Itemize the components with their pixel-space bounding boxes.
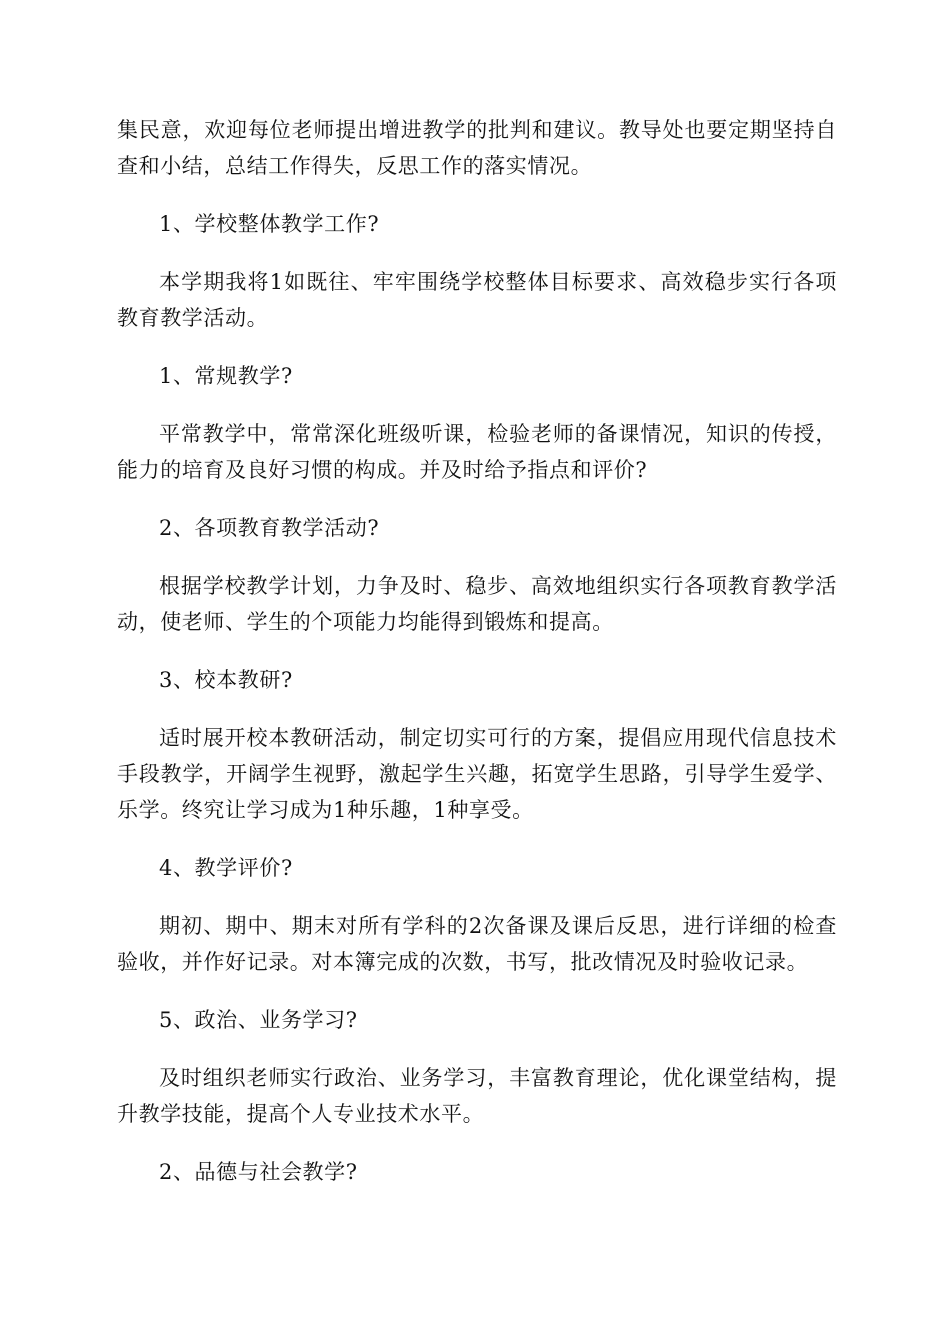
section-heading: 2、品德与社会教学? (159, 1160, 358, 1184)
document-body (117, 112, 837, 1212)
section-heading: 1、常规教学? (159, 364, 293, 388)
paragraph: 期初、期中、期末对所有学科的2次备课及课后反思，进行详细的检查验收，并作好记录。对本簿完成的次数，书写，批改情况及时验收记录。 (117, 914, 837, 974)
section-heading: 3、校本教研? (159, 668, 293, 692)
section-heading: 1、学校整体教学工作? (159, 212, 380, 236)
paragraph: 根据学校教学计划，力争及时、稳步、高效地组织实行各项教育教学活动，使老师、学生的个项能力均能得到锻炼和提高。 (117, 574, 837, 634)
section-heading: 4、教学评价? (159, 856, 293, 880)
paragraph: 平常教学中，常常深化班级听课，检验老师的备课情况，知识的传授，能力的培育及良好习惯的构成。并及时给予指点和评价? (117, 422, 837, 482)
section-heading: 2、各项教育教学活动? (159, 516, 380, 540)
paragraph: 集民意，欢迎每位老师提出增进教学的批判和建议。教导处也要定期坚持自查和小结，总结工作得失，反思工作的落实情况。 (117, 118, 837, 178)
paragraph: 本学期我将1如既往、牢牢围绕学校整体目标要求、高效稳步实行各项教育教学活动。 (117, 270, 837, 330)
paragraph: 适时展开校本教研活动，制定切实可行的方案，提倡应用现代信息技术手段教学，开阔学生视野，激起学生兴趣，拓宽学生思路，引导学生爱学、乐学。终究让学习成为1种乐趣，1种享受。 (117, 726, 837, 822)
paragraph: 及时组织老师实行政治、业务学习，丰富教育理论，优化课堂结构，提升教学技能，提高个人专业技术水平。 (117, 1066, 837, 1126)
section-heading: 5、政治、业务学习? (159, 1008, 358, 1032)
